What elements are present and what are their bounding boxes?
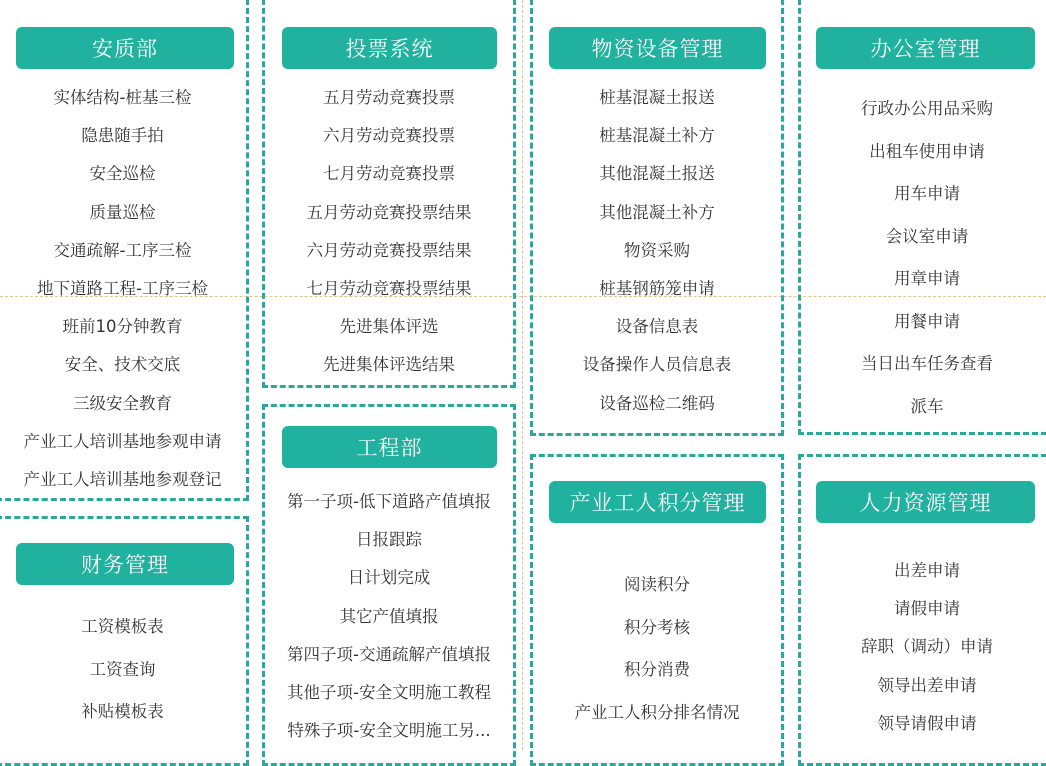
menu-item[interactable]: 工资查询 — [89, 659, 156, 679]
menu-item[interactable]: 安全、技术交底 — [64, 355, 181, 375]
renli-header-button[interactable]: 人力资源管理 — [816, 481, 1035, 523]
menu-item[interactable]: 五月劳动竞赛投票结果 — [306, 202, 472, 222]
menu-item[interactable]: 交通疏解-工序三检 — [53, 240, 192, 260]
bangong-header-button[interactable]: 办公室管理 — [816, 27, 1035, 69]
panel-anzhi — [0, 0, 249, 501]
menu-item[interactable]: 物资采购 — [624, 240, 690, 260]
menu-item[interactable]: 先进集体评选结果 — [323, 355, 455, 375]
menu-item[interactable]: 请假申请 — [894, 599, 960, 619]
menu-item[interactable]: 出租车使用申请 — [869, 141, 985, 161]
menu-item[interactable]: 设备操作人员信息表 — [582, 355, 732, 375]
menu-item[interactable]: 七月劳动竞赛投票 — [323, 164, 455, 184]
menu-item[interactable]: 桩基混凝土报送 — [599, 88, 715, 107]
gongcheng-header-button[interactable]: 工程部 — [282, 426, 497, 468]
menu-item[interactable]: 派车 — [910, 396, 944, 416]
menu-item[interactable]: 先进集体评选 — [339, 317, 439, 337]
menu-item[interactable]: 领导请假申请 — [877, 713, 977, 733]
menu-item[interactable]: 日报跟踪 — [356, 530, 422, 550]
menu-item[interactable]: 特殊子项-安全文明施工另... — [287, 721, 491, 741]
menu-item[interactable]: 工资模板表 — [81, 617, 164, 636]
menu-item[interactable]: 三级安全教育 — [73, 393, 172, 413]
panel-gongcheng — [262, 404, 516, 766]
menu-item[interactable]: 辞职（调动）申请 — [861, 637, 993, 657]
menu-item[interactable]: 其他混凝土补方 — [599, 202, 715, 222]
menu-item[interactable]: 产业工人积分排名情况 — [574, 702, 740, 722]
renli-menu — [801, 552, 1046, 743]
caiwu-header-button[interactable]: 财务管理 — [16, 543, 234, 585]
menu-item[interactable]: 六月劳动竞赛投票 — [323, 126, 455, 146]
menu-item[interactable]: 积分考核 — [624, 617, 690, 637]
menu-item[interactable]: 班前10分钟教育 — [62, 317, 183, 337]
menu-item[interactable]: 设备信息表 — [615, 317, 699, 337]
menu-item[interactable]: 用餐申请 — [894, 311, 960, 331]
menu-item[interactable]: 用车申请 — [894, 184, 960, 203]
bangong-menu — [801, 88, 1046, 428]
menu-item[interactable]: 领导出差申请 — [877, 675, 977, 695]
menu-item[interactable]: 产业工人培训基地参观申请 — [23, 431, 222, 451]
anzhi-menu — [0, 79, 246, 499]
panel-jifen — [530, 454, 784, 766]
menu-item[interactable]: 地下道路工程-工序三检 — [37, 278, 208, 298]
panel-renli — [798, 454, 1046, 766]
anzhi-header-button[interactable]: 安质部 — [16, 27, 234, 69]
wuzi-header-button[interactable]: 物资设备管理 — [549, 27, 766, 69]
gongcheng-menu — [265, 483, 513, 750]
menu-item[interactable]: 当日出车任务查看 — [861, 354, 993, 373]
menu-item[interactable]: 产业工人培训基地参观登记 — [23, 469, 222, 489]
menu-item[interactable]: 第一子项-低下道路产值填报 — [287, 492, 491, 511]
menu-item[interactable]: 桩基混凝土补方 — [599, 126, 715, 146]
menu-item[interactable]: 阅读积分 — [624, 575, 690, 594]
menu-item[interactable]: 会议室申请 — [885, 226, 969, 246]
menu-item[interactable]: 安全巡检 — [89, 164, 156, 184]
menu-item[interactable]: 行政办公用品采购 — [861, 99, 993, 118]
menu-item[interactable]: 其他子项-安全文明施工教程 — [287, 682, 491, 702]
menu-item[interactable]: 设备巡检二维码 — [599, 393, 715, 413]
menu-item[interactable]: 五月劳动竞赛投票 — [323, 88, 455, 107]
panel-toupiao — [262, 0, 516, 388]
menu-item[interactable]: 七月劳动竞赛投票结果 — [306, 278, 472, 298]
menu-item[interactable]: 质量巡检 — [89, 202, 156, 222]
panel-wuzi — [530, 0, 784, 436]
menu-item[interactable]: 出差申请 — [894, 561, 960, 580]
menu-item[interactable]: 第四子项-交通疏解产值填报 — [287, 644, 491, 664]
menu-item[interactable]: 六月劳动竞赛投票结果 — [306, 240, 472, 260]
menu-item[interactable]: 积分消费 — [624, 660, 690, 679]
toupiao-header-button[interactable]: 投票系统 — [282, 27, 497, 69]
panel-caiwu — [0, 516, 249, 766]
jifen-menu — [533, 564, 781, 734]
jifen-header-button[interactable]: 产业工人积分管理 — [549, 481, 766, 523]
menu-item[interactable]: 其他混凝土报送 — [599, 164, 715, 184]
guide-line-vertical — [522, 0, 523, 750]
menu-item[interactable]: 桩基钢筋笼申请 — [599, 278, 715, 298]
menu-item[interactable]: 其它产值填报 — [339, 606, 439, 626]
menu-item[interactable]: 补贴模板表 — [81, 702, 164, 721]
panel-bangong — [798, 0, 1046, 435]
menu-item[interactable]: 实体结构-桩基三检 — [53, 88, 192, 107]
wuzi-menu — [533, 79, 781, 423]
menu-item[interactable]: 隐患随手拍 — [81, 126, 164, 146]
menu-item[interactable]: 用章申请 — [894, 269, 960, 288]
toupiao-menu — [265, 79, 513, 385]
menu-item[interactable]: 日计划完成 — [347, 568, 431, 588]
caiwu-menu — [0, 606, 246, 734]
